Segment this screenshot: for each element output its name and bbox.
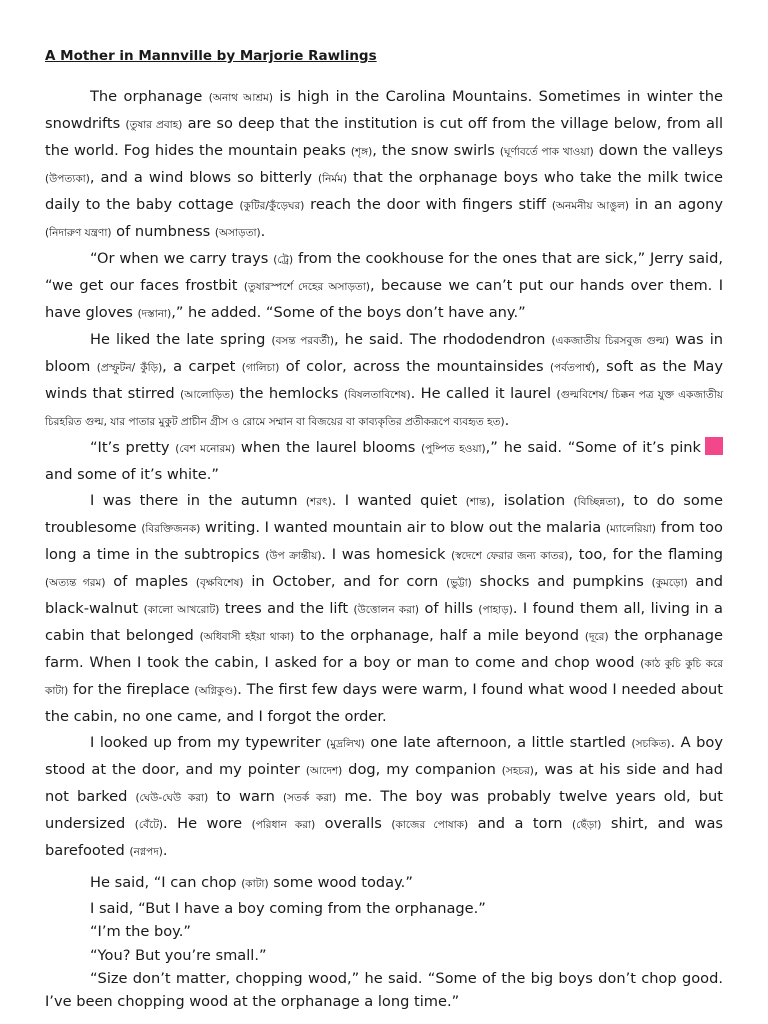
bengali-gloss: (তুষার প্রবাহ): [125, 119, 183, 131]
bengali-gloss: (অনমনীয় আঙুল): [551, 200, 629, 212]
text-run: and some of it’s white.”: [45, 466, 219, 483]
bengali-gloss: (বেঁটে): [134, 819, 164, 831]
text-run: when the laurel blooms: [235, 439, 422, 456]
text-run: “It’s pretty: [90, 439, 176, 456]
text-run: are so deep that the institution is cut off from the village below, from all the world. Fog hides the mountain peaks: [45, 115, 723, 159]
document-title: A Mother in Mannville by Marjorie Rawlings: [45, 48, 377, 64]
text-run: . I was homesick: [321, 546, 452, 563]
text-run: that the orphanage boys who take the milk twice daily to the baby cottage: [45, 169, 724, 213]
dialog-line: [45, 920, 723, 944]
bengali-gloss: (সচকিত): [631, 738, 671, 750]
bengali-gloss: (পরিধান করা): [251, 819, 316, 831]
text-run: , because we can’t put our hands over them. I have gloves: [45, 277, 724, 321]
paragraph: [45, 246, 723, 327]
bengali-gloss: (স্বদেশে ফেরার জন্য কাতর): [451, 550, 569, 562]
text-run: , he said. The rhododendron: [334, 331, 552, 348]
text-run: and black-walnut: [45, 573, 723, 617]
text-run: I was there in the autumn: [90, 492, 306, 509]
bengali-gloss: (ঘূর্ণাবর্তে পাক খাওয়া): [499, 146, 594, 158]
text-run: dog, my companion: [342, 761, 502, 778]
text-run: I looked up from my typewriter: [90, 734, 327, 751]
bengali-gloss: (অসাড়তা): [214, 227, 261, 239]
text-run: and a torn: [468, 815, 573, 832]
bengali-gloss: (কাঠ কুচি কুচি করে কাটা): [45, 658, 723, 697]
bengali-gloss: (ঘেউ-ঘেউ করা): [135, 792, 209, 804]
bengali-gloss: (গুল্মবিশেষ/ চিক্কন পত্র যুক্ত একজাতীয় চিরহরিত গুল্ম, যার পাতার মুকুট প্রাচীন গ্রীস ও রোমে সম্মান বা বিজয়ের বা কাব্যকৃতির প্রতীকরূপে ব্যবহৃত হত): [45, 389, 724, 428]
bengali-gloss: (পাহাড়): [478, 604, 513, 616]
dialog-line: [45, 967, 723, 1013]
dialog-section: [45, 871, 723, 1013]
bengali-gloss: (অগ্নিকুণ্ড): [194, 685, 238, 697]
text-run: , was at his side and had not barked: [45, 761, 723, 805]
text-run: The orphanage: [90, 88, 209, 105]
bengali-gloss: (পর্বতপার্শ্ব): [549, 362, 596, 374]
text-run: of hills: [419, 600, 479, 617]
text-run: some wood today.”: [268, 874, 413, 891]
bengali-gloss: (কাটা): [241, 878, 269, 890]
text-run: to the orphanage, half a mile beyond: [294, 627, 585, 644]
text-run: . I found them all, living in a cabin that belonged: [45, 600, 723, 644]
text-run: from too long a time in the subtropics: [45, 519, 723, 563]
bengali-gloss: (বসন্ত পরবর্তী): [271, 335, 335, 347]
text-run: “Or when we carry trays: [90, 250, 274, 267]
text-run: writing. I wanted mountain air to blow out the malaria: [200, 519, 606, 536]
text-run: me. The boy was probably twelve years old, but undersized: [45, 788, 723, 832]
bengali-gloss: (আদেশ): [305, 765, 343, 777]
bengali-gloss: (শৃঙ্গ): [350, 146, 373, 158]
highlight-marker: [705, 437, 723, 455]
bengali-gloss: (দূরে): [584, 631, 609, 643]
bengali-gloss: (নিদারুণ যন্ত্রণা): [45, 227, 112, 239]
paragraph: [45, 730, 723, 865]
text-run: in an agony: [628, 196, 724, 213]
text-run: down the valleys: [593, 142, 723, 159]
bengali-gloss: (উত্তোলন করা): [353, 604, 420, 616]
text-run: shocks and pumpkins: [471, 573, 652, 590]
bengali-gloss: (কালো আখরোট): [143, 604, 220, 616]
document-body: [45, 84, 723, 865]
text-run: , isolation: [490, 492, 574, 509]
text-run: , too, for the flaming: [568, 546, 723, 563]
text-run: of color, across the mountainsides: [279, 358, 550, 375]
text-run: from the cookhouse for the ones that are sick,” Jerry said, “we get our faces frostbit: [45, 250, 723, 294]
text-run: of numbness: [111, 223, 215, 240]
text-run: to warn: [208, 788, 284, 805]
text-run: “You? But you’re small.”: [90, 946, 267, 964]
bengali-gloss: (উপত্যকা): [45, 173, 90, 185]
bengali-gloss: (ছেঁড়া): [572, 819, 602, 831]
text-run: trees and the lift: [219, 600, 354, 617]
bengali-gloss: (কাজের পোষাক): [391, 819, 469, 831]
bengali-gloss: (পুষ্পিত হওয়া): [421, 443, 486, 455]
paragraph: [45, 327, 723, 435]
bengali-gloss: (আলোড়িত): [180, 389, 235, 401]
text-run: reach the door with fingers stiff: [304, 196, 552, 213]
paragraph: [45, 435, 723, 488]
text-run: .: [260, 223, 266, 240]
text-run: ,” he added. “Some of the boys don’t have any.”: [171, 304, 526, 321]
bengali-gloss: (অত্যন্ত গরম): [45, 577, 106, 589]
text-run: He liked the late spring: [90, 331, 272, 348]
bengali-gloss: (একজাতীয় চিরসবুজ গুল্ম): [551, 335, 670, 347]
bengali-gloss: (ট্রে): [273, 254, 294, 266]
text-run: , soft as the May winds that stirred: [45, 358, 724, 402]
text-run: .: [504, 412, 510, 429]
text-run: He said, “I can chop: [90, 874, 242, 891]
text-run: the hemlocks: [234, 385, 344, 402]
bengali-gloss: (কুমড়ো): [651, 577, 688, 589]
text-run: of maples: [105, 573, 196, 590]
text-run: one late afternoon, a little startled: [364, 734, 632, 751]
bengali-gloss: (মুদ্রলিখ): [326, 738, 365, 750]
bengali-gloss: (শরৎ): [305, 496, 332, 508]
text-run: is high in the Carolina Mountains. Sometimes in winter the snowdrifts: [45, 88, 723, 132]
text-run: . He wore: [163, 815, 252, 832]
bengali-gloss: (তুষারস্পর্শে দেহের অসাড়তা): [243, 281, 370, 293]
bengali-gloss: (ভুট্টা): [446, 577, 472, 589]
text-run: ,” he said. “Some of it’s pink: [485, 439, 701, 456]
bengali-gloss: (নগ্নপদ): [129, 846, 163, 858]
text-run: , a carpet: [162, 358, 242, 375]
bengali-gloss: (ম্যালেরিয়া): [605, 523, 657, 535]
text-run: , the snow swirls: [372, 142, 500, 159]
dialog-line: [45, 897, 723, 921]
text-run: was in bloom: [45, 331, 723, 375]
dialog-line: [45, 871, 723, 897]
bengali-gloss: (প্রস্ফুটন/ কুঁড়ি): [96, 362, 163, 374]
text-run: I said, “But I have a boy coming from the orphanage.”: [90, 899, 486, 917]
bengali-gloss: (অনাথ আশ্রম): [208, 92, 273, 104]
text-run: “I’m the boy.”: [90, 923, 191, 940]
bengali-gloss: (অধিবাসী হইয়া থাকা): [199, 631, 295, 643]
bengali-gloss: (গালিচা): [241, 362, 280, 374]
text-run: . A boy stood at the door, and my pointer: [45, 734, 723, 778]
bengali-gloss: (বৃক্ষবিশেষ): [195, 577, 244, 589]
bengali-gloss: (বেশ মনোরম): [175, 443, 236, 455]
text-run: , to do some troublesome: [45, 492, 723, 536]
bengali-gloss: (বিরক্তিজনক): [141, 523, 201, 535]
text-run: , and a wind blows so bitterly: [89, 169, 319, 186]
text-run: shirt, and was barefooted: [45, 815, 724, 859]
text-run: . He called it laurel: [410, 385, 557, 402]
text-run: .: [162, 842, 168, 859]
paragraph: [45, 84, 723, 246]
text-run: . The first few days were warm, I found what wood I needed about the cabin, no one came, and I forgot the order.: [45, 681, 723, 725]
bengali-gloss: (নির্মম): [318, 173, 348, 185]
dialog-line: [45, 944, 723, 968]
text-run: “Size don’t matter, chopping wood,” he said. “Some of the big boys don’t chop good. I’ve been chopping wood at the orphanage a long time.”: [45, 970, 723, 1010]
bengali-gloss: (সতর্ক করা): [283, 792, 337, 804]
bengali-gloss: (দস্তানা): [137, 308, 172, 320]
text-run: in October, and for corn: [243, 573, 447, 590]
text-run: overalls: [315, 815, 392, 832]
text-run: the orphanage farm. When I took the cabin, I asked for a boy or man to come and chop wood: [45, 627, 723, 671]
bengali-gloss: (সহচর): [501, 765, 534, 777]
bengali-gloss: (কুটির/কুঁড়েঘর): [239, 200, 305, 212]
bengali-gloss: (শান্ত): [465, 496, 491, 508]
text-run: . I wanted quiet: [331, 492, 466, 509]
text-run: for the fireplace: [68, 681, 195, 698]
bengali-gloss: (উপ ক্রান্তীয়): [265, 550, 322, 562]
bengali-gloss: (বিষলতাবিশেষ): [343, 389, 411, 401]
paragraph: [45, 488, 723, 730]
bengali-gloss: (বিচ্ছিন্নতা): [573, 496, 621, 508]
